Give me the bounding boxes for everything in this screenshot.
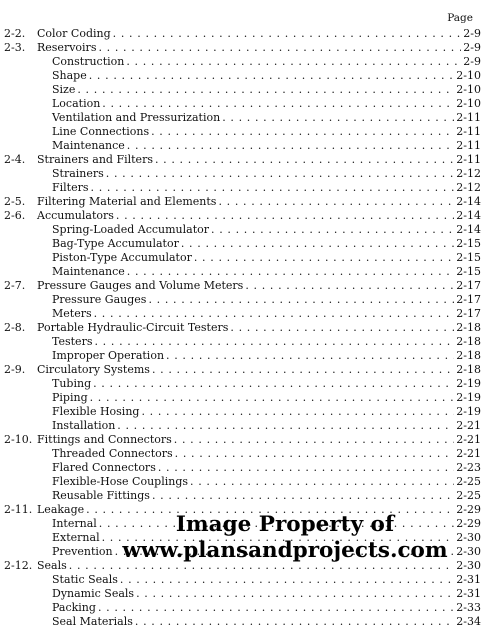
toc-subsection-row [4,139,481,153]
toc-dot-leader [126,55,461,69]
toc-dot-leader [152,363,454,377]
toc-entry-title: Maintenance [52,139,125,152]
toc-dot-leader [158,461,454,475]
toc-dot-leader [90,391,455,405]
toc-entry-title: Meters [52,307,92,320]
toc-dot-leader [194,251,454,265]
toc-page-number: 2-9 [463,41,481,54]
toc-page-number: 2-9 [463,27,481,40]
toc-section-row [4,195,481,209]
toc-subsection-row [4,69,481,83]
toc-page-number: 2-19 [456,377,481,390]
toc-dot-leader [113,27,462,41]
toc-subsection-row [4,265,481,279]
toc-section-row [4,363,481,377]
toc-entry-title: Tubing [52,377,92,390]
toc-entry-title: Size [52,83,76,96]
toc-section-number: 2-2. [4,27,26,40]
toc-subsection-row [4,461,481,475]
toc-dot-leader [151,125,454,139]
toc-page-number: 2-18 [456,335,481,348]
toc-entry-title: Static Seals [52,573,118,586]
toc-dot-leader [94,307,455,321]
toc-subsection-row [4,377,481,391]
toc-subsection-row [4,111,481,125]
toc-section-number: 2-3. [4,41,26,54]
toc-section-number: 2-4. [4,153,26,166]
toc-subsection-row [4,531,481,545]
toc-subsection-row [4,349,481,363]
toc-page-number: 2-19 [456,405,481,418]
toc-dot-leader [116,209,454,223]
toc-dot-leader [155,153,454,167]
toc-entry-title: Packing [52,601,96,614]
toc-entry-title: Flared Connectors [52,461,156,474]
toc-entry-title: Filtering Material and Elements [37,195,217,208]
toc-subsection-row [4,251,481,265]
toc-page-number: 2-23 [456,461,481,474]
toc-section-row [4,209,481,223]
toc-section-row [4,559,481,573]
toc-entry-title: Pressure Gauges and Volume Meters [37,279,244,292]
toc-dot-leader [245,279,454,293]
toc-dot-leader [117,419,454,433]
watermark-line-2: www.plansandprojects.com [122,538,448,563]
toc-entry-title: Improper Operation [52,349,165,362]
toc-page-number: 2-34 [456,615,481,628]
toc-subsection-row [4,489,481,503]
page-column-header: Page [447,12,473,24]
toc-dot-leader [98,41,461,55]
toc-entry-title: Strainers and Filters [37,153,153,166]
toc-entry-title: Location [52,97,101,110]
toc-entry-title: Internal [52,517,97,530]
toc-entry-title: Seal Materials [52,615,133,628]
toc-entry-title: Portable Hydraulic-Circuit Testers [37,321,229,334]
toc-dot-leader [127,265,455,279]
toc-subsection-row [4,125,481,139]
toc-subsection-row [4,335,481,349]
toc-page-number: 2-14 [456,209,481,222]
toc-subsection-row [4,517,481,531]
toc-subsection-row [4,97,481,111]
toc-dot-leader [152,489,454,503]
toc-page-number: 2-10 [456,69,481,82]
toc-page-number: 2-17 [456,293,481,306]
toc-dot-leader [218,195,454,209]
toc-page-number: 2-29 [456,517,481,530]
toc-dot-leader [99,517,455,531]
toc-entry-title: Fittings and Connectors [37,433,172,446]
toc-subsection-row [4,405,481,419]
toc-entry-title: Strainers [52,167,104,180]
toc-page-number: 2-14 [456,223,481,236]
toc-page-number: 2-33 [456,601,481,614]
toc-subsection-row [4,237,481,251]
toc-entry-title: Piston-Type Accumulator [52,251,192,264]
toc-dot-leader [102,531,455,545]
toc-entry-title: Accumulators [37,209,114,222]
toc-subsection-row [4,601,481,615]
toc-page-number: 2-10 [456,83,481,96]
toc-entry-title: Threaded Connectors [52,447,173,460]
toc-dot-leader [181,237,454,251]
toc-page-number: 2-25 [456,475,481,488]
toc-page-number: 2-11 [456,111,481,124]
toc-subsection-row [4,167,481,181]
toc-subsection-row [4,419,481,433]
toc-entry-title: Flexible Hosing [52,405,140,418]
toc-section-row [4,153,481,167]
toc-page-number: 2-11 [456,125,481,138]
toc-page-number: 2-18 [456,363,481,376]
toc-section-number: 2-7. [4,279,26,292]
toc-dot-leader [174,433,454,447]
toc-section-number: 2-5. [4,195,26,208]
toc-dot-leader [94,335,454,349]
toc-dot-leader [106,167,454,181]
toc-entry-title: Shape [52,69,87,82]
toc-entry-title: Filters [52,181,89,194]
toc-dot-leader [175,447,455,461]
toc-page-number: 2-29 [456,503,481,516]
toc-dot-leader [102,97,454,111]
toc-section-row [4,433,481,447]
toc-dot-leader [211,223,454,237]
toc-section-number: 2-6. [4,209,26,222]
toc-entry-title: Seals [37,559,67,572]
toc-page-number: 2-25 [456,489,481,502]
toc-section-number: 2-11. [4,503,33,516]
toc-dot-leader [136,587,454,601]
toc-entry-title: External [52,531,100,544]
toc-subsection-row [4,447,481,461]
toc-section-number: 2-10. [4,433,33,446]
toc-entry-title: Leakage [37,503,85,516]
toc-subsection-row [4,587,481,601]
toc-page-number: 2-14 [456,195,481,208]
toc-entry-title: Piping [52,391,88,404]
toc-entry-title: Line Connections [52,125,150,138]
toc-page-number: 2-21 [456,447,481,460]
table-of-contents [4,27,481,629]
toc-dot-leader [120,573,454,587]
toc-page-number: 2-15 [456,251,481,264]
toc-section-row [4,27,481,41]
toc-subsection-row [4,545,481,559]
toc-section-row [4,503,481,517]
toc-page-number: 2-21 [456,419,481,432]
toc-page-number: 2-10 [456,97,481,110]
toc-page-number: 2-30 [456,531,481,544]
toc-subsection-row [4,293,481,307]
toc-dot-leader [166,349,454,363]
toc-entry-title: Color Coding [37,27,111,40]
toc-page-number: 2-11 [456,153,481,166]
toc-entry-title: Prevention [52,545,113,558]
toc-dot-leader [86,503,454,517]
toc-dot-leader [222,111,454,125]
toc-entry-title: Construction [52,55,125,68]
toc-page-number: 2-15 [456,265,481,278]
watermark-line-1: Image Property of [175,512,395,537]
toc-entry-title: Reusable Fittings [52,489,150,502]
toc-subsection-row [4,83,481,97]
toc-page-number: 2-11 [456,139,481,152]
toc-page-number: 2-31 [456,587,481,600]
toc-entry-title: Reservoirs [37,41,97,54]
toc-dot-leader [77,83,454,97]
toc-subsection-row [4,55,481,69]
toc-subsection-row [4,475,481,489]
toc-dot-leader [190,475,454,489]
toc-dot-leader [148,293,454,307]
toc-entry-title: Pressure Gauges [52,293,147,306]
toc-page-number: 2-17 [456,279,481,292]
toc-dot-leader [89,69,455,83]
toc-page-number: 2-21 [456,433,481,446]
toc-entry-title: Ventilation and Pressurization [52,111,221,124]
toc-entry-title: Spring-Loaded Accumulator [52,223,210,236]
toc-subsection-row [4,223,481,237]
toc-page-number: 2-31 [456,573,481,586]
toc-section-row [4,321,481,335]
toc-page-number: 2-15 [456,237,481,250]
toc-entry-title: Circulatory Systems [37,363,150,376]
toc-entry-title: Installation [52,419,116,432]
toc-dot-leader [230,321,454,335]
toc-page-number: 2-12 [456,181,481,194]
toc-dot-leader [98,601,454,615]
toc-dot-leader [141,405,454,419]
toc-dot-leader [93,377,454,391]
toc-subsection-row [4,391,481,405]
toc-page-number: 2-18 [456,321,481,334]
toc-subsection-row [4,615,481,629]
toc-dot-leader [135,615,454,629]
toc-subsection-row [4,181,481,195]
toc-section-row [4,279,481,293]
toc-section-number: 2-9. [4,363,26,376]
toc-entry-title: Flexible-Hose Couplings [52,475,189,488]
toc-dot-leader [91,181,455,195]
toc-entry-title: Maintenance [52,265,125,278]
toc-page-number: 2-30 [456,559,481,572]
toc-dot-leader [127,139,455,153]
toc-page-number: 2-12 [456,167,481,180]
toc-entry-title: Bag-Type Accumulator [52,237,179,250]
toc-page-number: 2-19 [456,391,481,404]
toc-subsection-row [4,307,481,321]
toc-dot-leader [115,545,455,559]
toc-page-number: 2-30 [456,545,481,558]
toc-page-number: 2-17 [456,307,481,320]
toc-section-row [4,41,481,55]
toc-page-number: 2-9 [463,55,481,68]
toc-entry-title: Testers [52,335,93,348]
toc-subsection-row [4,573,481,587]
toc-page-number: 2-18 [456,349,481,362]
toc-section-number: 2-12. [4,559,33,572]
toc-entry-title: Dynamic Seals [52,587,135,600]
toc-section-number: 2-8. [4,321,26,334]
toc-dot-leader [69,559,455,573]
